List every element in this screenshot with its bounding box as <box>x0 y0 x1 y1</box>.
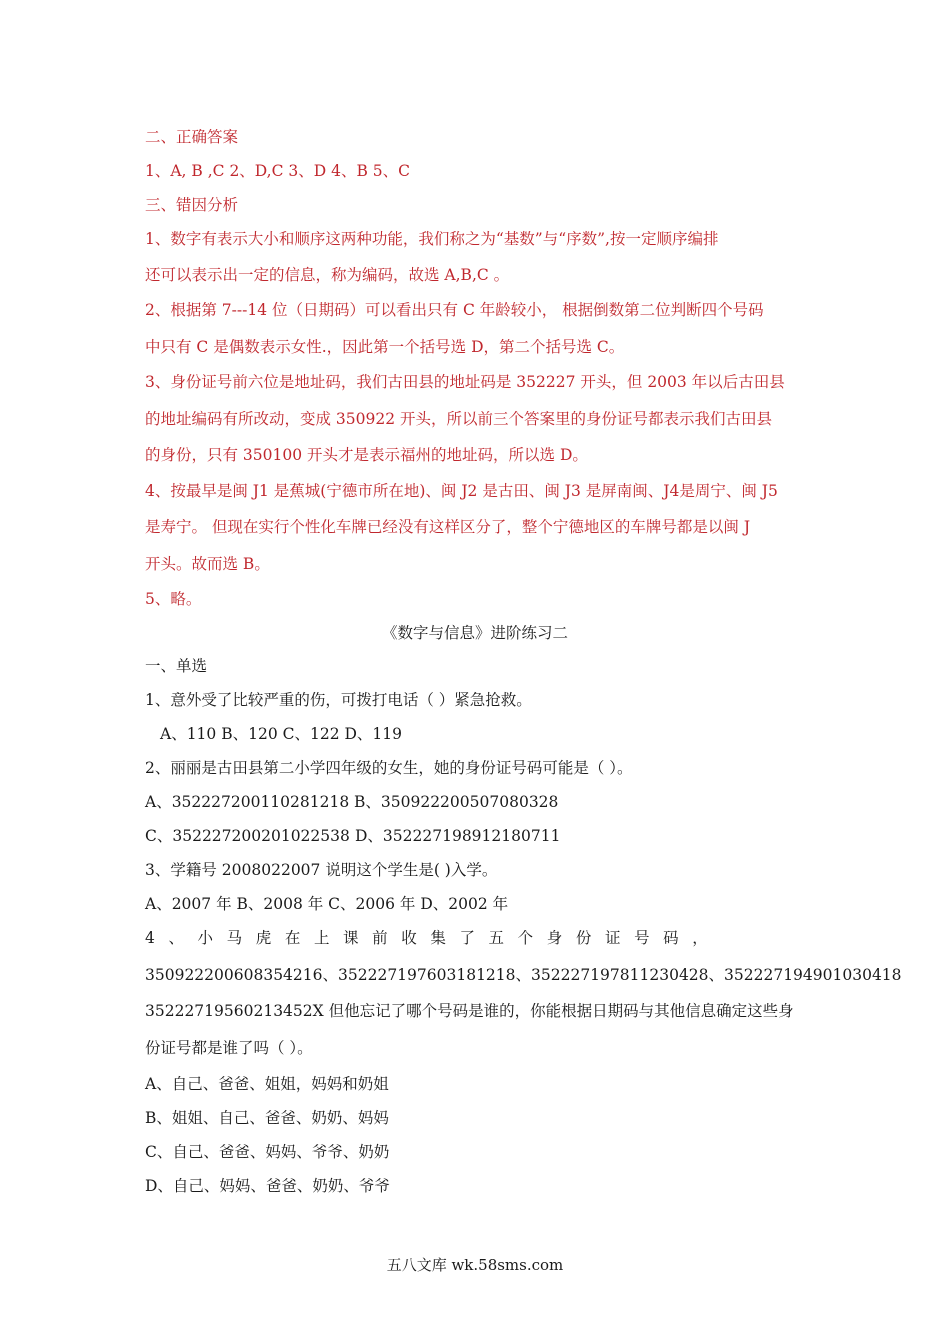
analysis-1-line-2: 还可以表示出一定的信息，称为编码，故选 A,B,C 。 <box>145 266 510 284</box>
question-4-option-a: A、自己、爸爸、姐姐，妈妈和奶姐 <box>145 1075 389 1093</box>
question-1-options: A、110 B、120 C、122 D、119 <box>160 725 402 743</box>
section-3-title: 三、错因分析 <box>145 196 239 214</box>
question-3-options: A、2007 年 B、2008 年 C、2006 年 D、2002 年 <box>145 895 509 913</box>
exercise-title: 《数字与信息》进阶练习二 <box>381 624 568 642</box>
part-1-heading: 一、单选 <box>145 657 208 675</box>
question-2-option-d: D、352227198912180711 <box>355 827 561 845</box>
analysis-4-line-3: 开头。故而选 B。 <box>145 555 270 573</box>
analysis-3-line-3: 的身份，只有 350100 开头才是表示福州的地址码，所以选 D。 <box>145 446 588 464</box>
analysis-4-line-2: 是寿宁。 但现在实行个性化车牌已经没有这样区分了，整个宁德地区的车牌号都是以闽 J <box>145 518 751 536</box>
analysis-3-line-2: 的地址编码有所改动，变成 350922 开头，所以前三个答案里的身份证号都表示我们古田县 <box>145 410 773 428</box>
question-4-stem-line-1: 4、小马虎在上课前收集了五个身份证号码， <box>145 929 722 947</box>
analysis-1-line-1: 1、数字有表示大小和顺序这两种功能，我们称之为“基数”与“序数”,按一定顺序编排 <box>145 230 719 248</box>
question-2-option-c: C、352227200201022538 <box>145 827 350 845</box>
section-2-title: 二、正确答案 <box>145 128 239 146</box>
analysis-3-line-1: 3、身份证号前六位是地址码，我们古田县的地址码是 352227 开头，但 2003 年以后古田县 <box>145 373 785 391</box>
question-2-option-a: A、352227200110281218 <box>145 793 350 811</box>
question-4-stem-line-3: 份证号都是谁了吗（ ）。 <box>145 1039 313 1057</box>
question-2-stem: 2、丽丽是古田县第二小学四年级的女生，她的身份证号码可能是（ ）。 <box>145 759 633 777</box>
question-4-stem-line-2: 35222719560213452X 但他忘记了哪个号码是谁的，你能根据日期码与其他信息确定这些身 <box>145 1002 794 1020</box>
analysis-5: 5、略。 <box>145 590 202 608</box>
question-4-id-numbers: 350922200608354216、352227197603181218、352227197811230428、352227194901030418 <box>145 966 902 984</box>
analysis-4-line-1: 4、按最早是闽 J1 是蕉城(宁德市所在地)、闽 J2 是古田、闽 J3 是屏南闽、J4是周宁、闽 J5 <box>145 482 778 500</box>
analysis-2-line-2: 中只有 C 是偶数表示女性.，因此第一个括号选 D，第二个括号选 C。 <box>145 338 625 356</box>
question-4-option-b: B、姐姐、自己、爸爸、奶奶、妈妈 <box>145 1109 389 1127</box>
question-2-option-b: B、350922200507080328 <box>354 793 559 811</box>
question-4-option-c: C、自己、爸爸、妈妈、爷爷、奶奶 <box>145 1143 390 1161</box>
question-4-option-d: D、自己、妈妈、爸爸、奶奶、爷爷 <box>145 1177 390 1195</box>
footer-watermark: 五八文库 wk.58sms.com <box>386 1256 564 1274</box>
section-2-answers: 1、A, B ,C 2、D,C 3、D 4、B 5、C <box>145 162 411 180</box>
question-1-stem: 1、意外受了比较严重的伤，可拨打电话（ ）紧急抢救。 <box>145 691 532 709</box>
question-3-stem: 3、学籍号 2008022007 说明这个学生是( )入学。 <box>145 861 498 879</box>
analysis-2-line-1: 2、根据第 7---14 位（日期码）可以看出只有 C 年龄较小， 根据倒数第二位判断四个号码 <box>145 301 764 319</box>
